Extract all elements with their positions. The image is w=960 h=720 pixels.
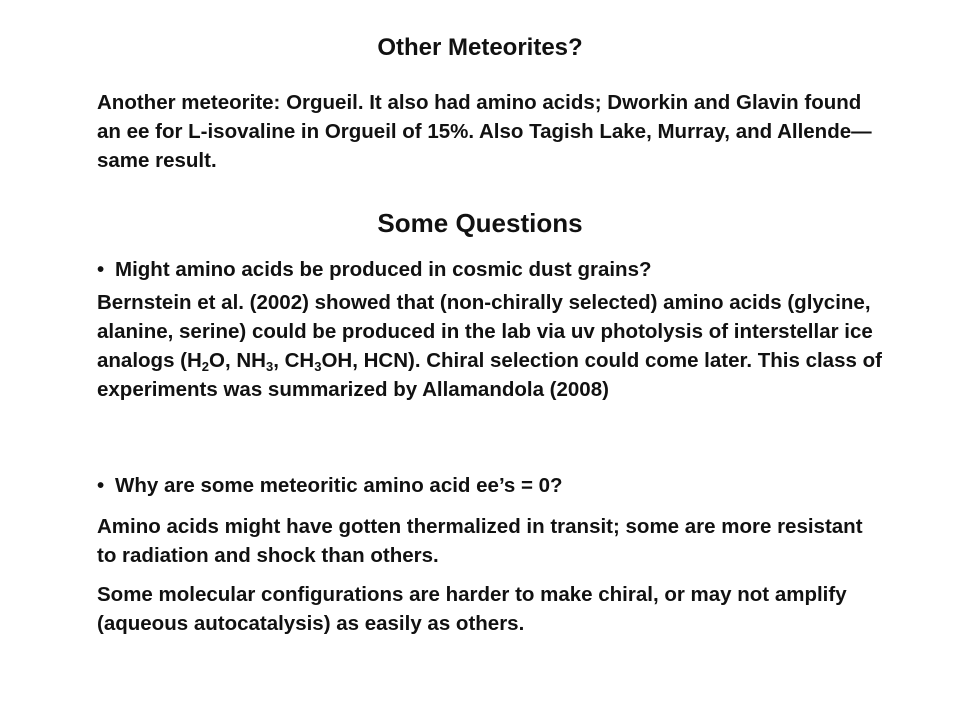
answer-1-text-b: O, NH (209, 349, 266, 372)
answer-1-text-c: , CH (273, 349, 315, 372)
bullet-icon: • (97, 258, 105, 281)
bullet-icon: • (97, 474, 105, 497)
title-some-questions: Some Questions (377, 208, 583, 238)
answer-2-paragraph-1: Amino acids might have gotten thermalized in transit; some are more resistant to radiation and shock than others. (97, 515, 863, 567)
subscript-h2o: 2 (201, 359, 210, 374)
title-other-meteorites: Other Meteorites? (377, 34, 583, 61)
question-2 (97, 471, 897, 500)
answer-1-text-d: OH, HCN). Chiral selection could come later. This class of experiments was summarized by Allamandola (2008) (97, 349, 882, 401)
intro-paragraph: Another meteorite: Orgueil. It also had amino acids; Dworkin and Glavin found an ee for L-isovaline in Orgueil of 15%. Also Tagish Lake, Murray, and Allende—same result. (97, 91, 872, 172)
answer-1-paragraph (97, 288, 887, 404)
subscript-nh3: 3 (265, 359, 274, 374)
question-1-text: Might amino acids be produced in cosmic dust grains? (115, 258, 652, 281)
subscript-ch3oh: 3 (314, 359, 322, 374)
answer-1-text-a: Bernstein et al. (2002) showed that (non-chirally selected) amino acids (glycine, alanine, serine) could be produced in the lab via uv photolysis of interstellar ice analogs (H (97, 291, 873, 372)
question-1 (97, 255, 897, 284)
answer-2-paragraph-2: Some molecular configurations are harder to make chiral, or may not amplify (aqueous autocatalysis) as easily as others. (97, 583, 847, 635)
question-2-text: Why are some meteoritic amino acid ee’s = 0? (115, 474, 563, 497)
